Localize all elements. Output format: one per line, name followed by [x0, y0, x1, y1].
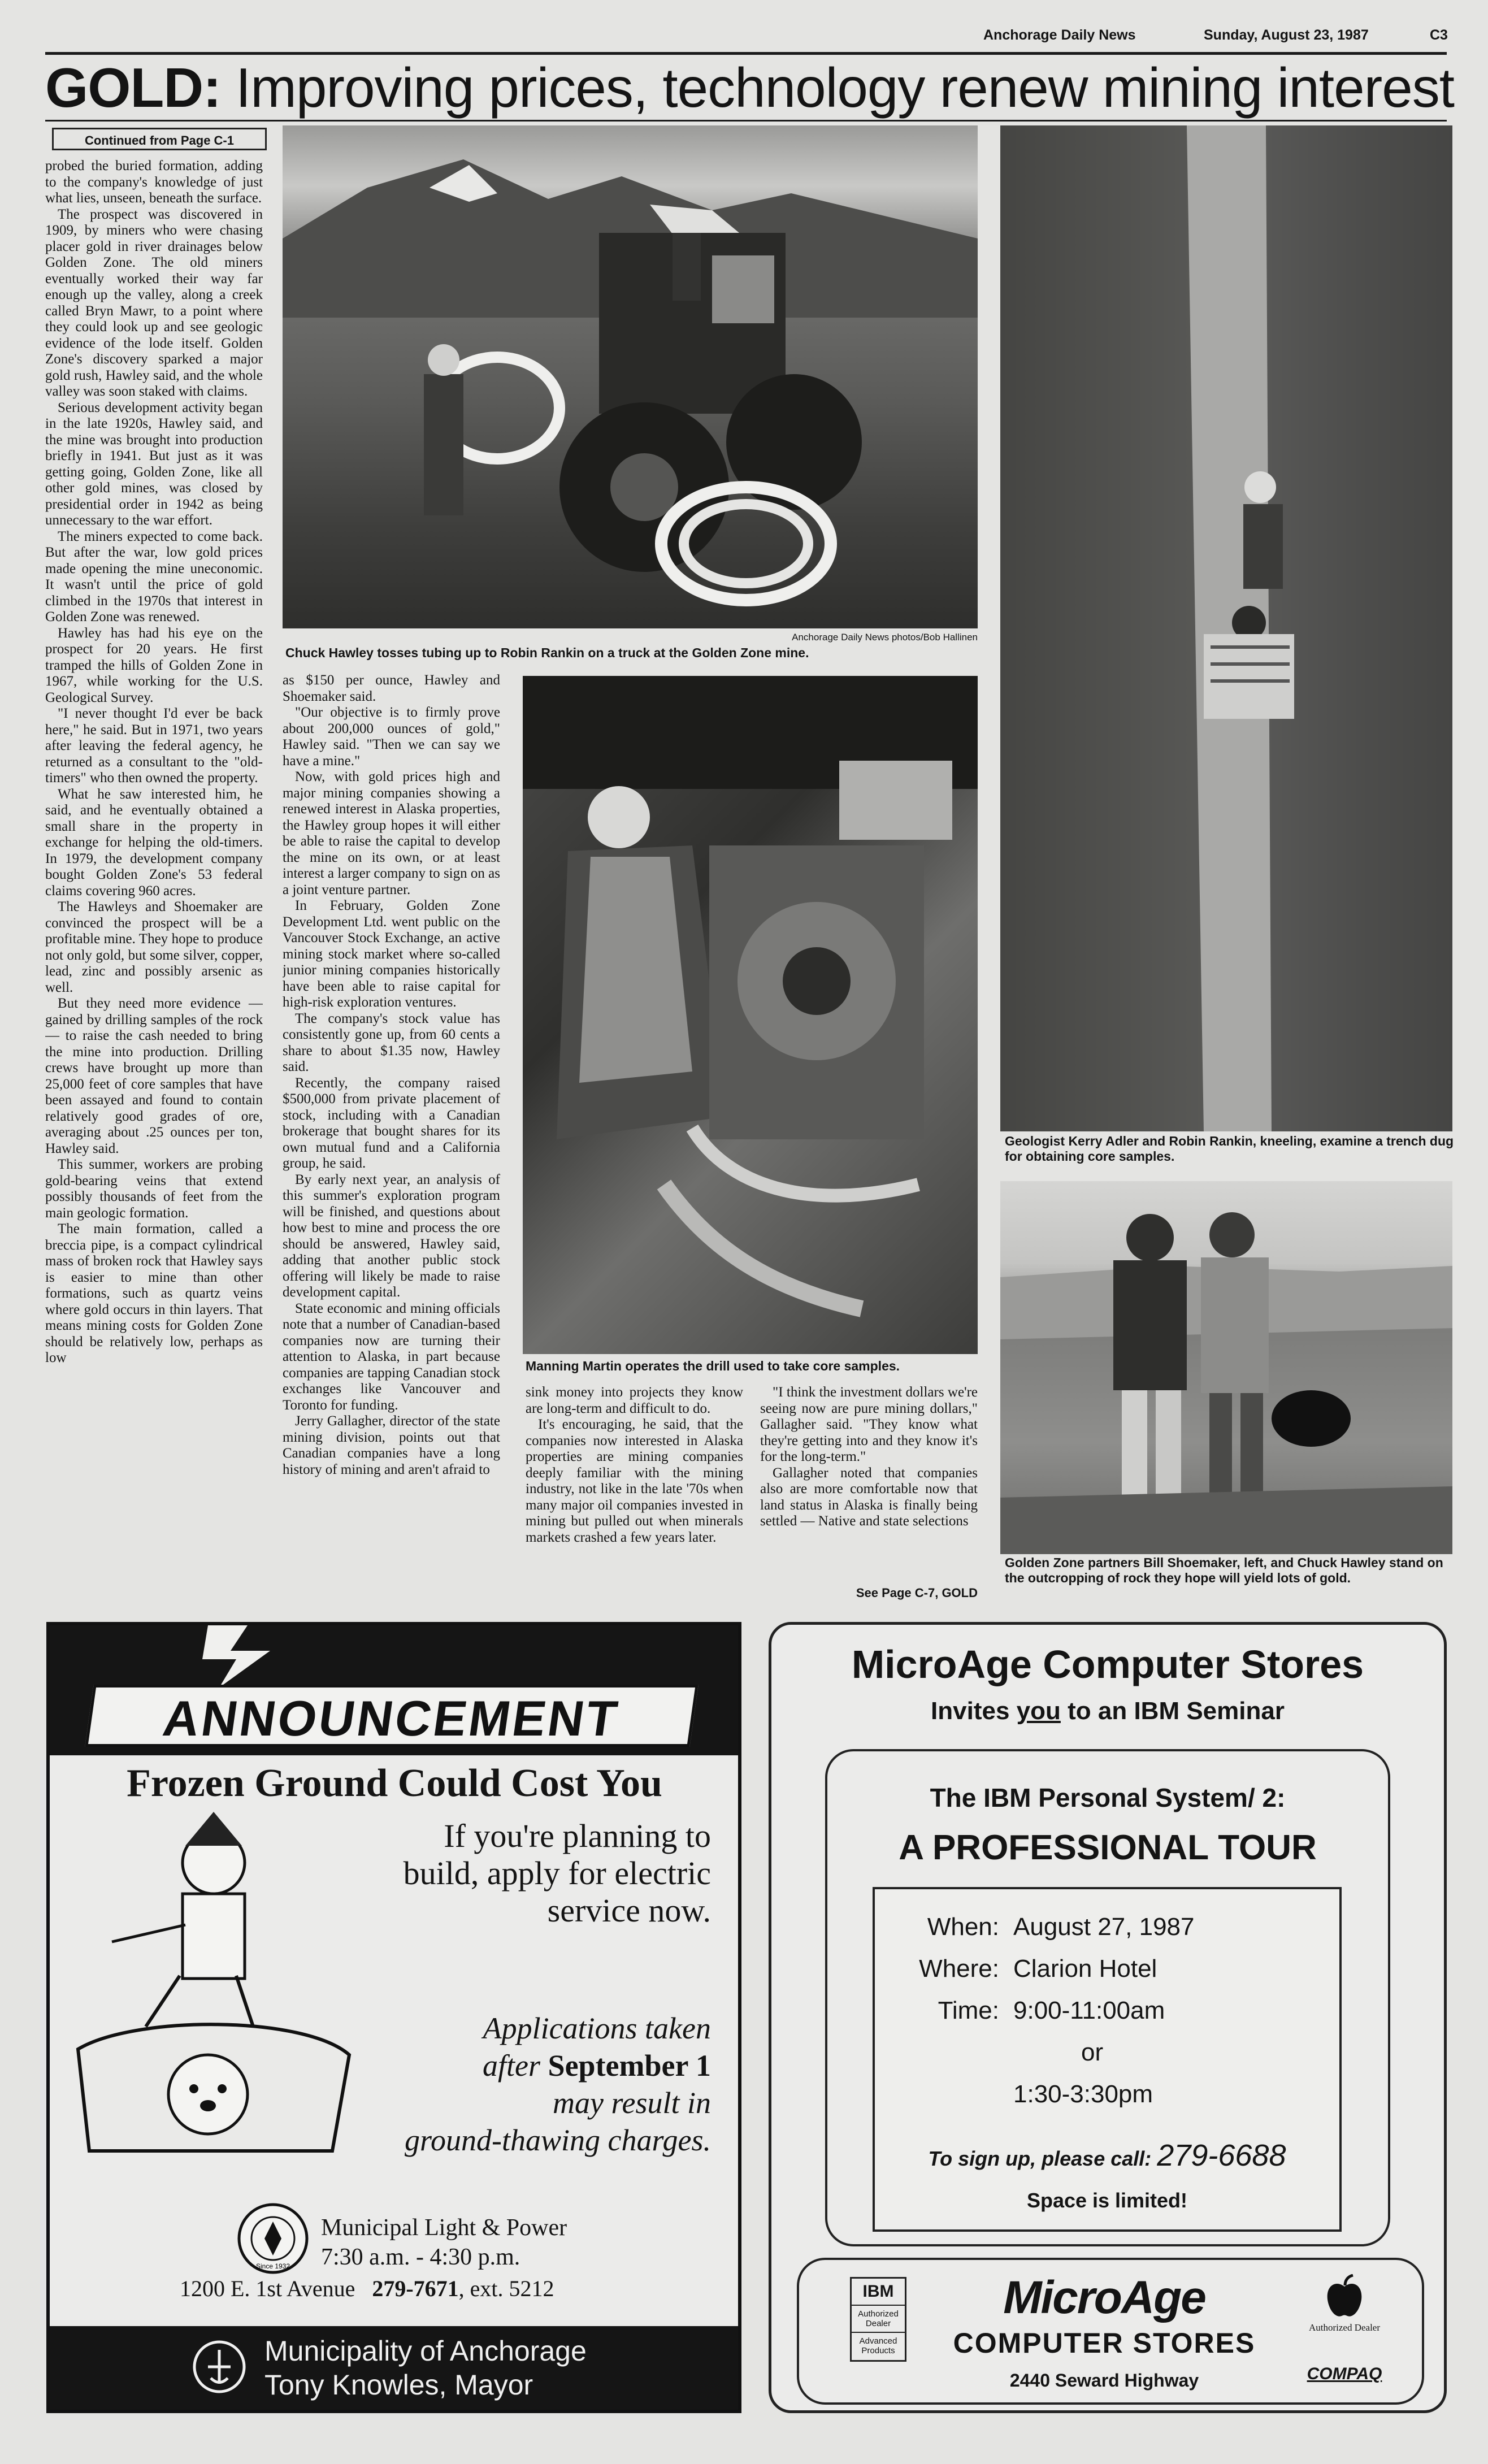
paragraph: sink money into projects they know are long-term and difficult to do. [526, 1385, 743, 1416]
utility-address-line [180, 2275, 688, 2302]
deadline-line [293, 2047, 711, 2084]
page-number: C3 [1430, 27, 1448, 43]
drill-photo [523, 676, 978, 1354]
partners-photo [1000, 1181, 1452, 1554]
paragraph: "Our objective is to firmly prove about 200,000 ounces of gold," Hawley said. "Then we can say we have a mine." [283, 705, 500, 769]
headline [45, 57, 1455, 119]
continued-from-label: Continued from Page C-1 [52, 128, 267, 150]
seminar-details-box [873, 1887, 1342, 2232]
announcement-line: build, apply for electric [403, 1855, 711, 1892]
paragraph: The company's stock value has consistently gone up, from 60 cents a share to about $1.35 now, Hawley said. [283, 1010, 500, 1074]
utility-hours: 7:30 a.m. - 4:30 p.m. [321, 2244, 520, 2270]
signup-line [875, 2138, 1339, 2173]
signup-text: To sign up, please call: [928, 2147, 1152, 2170]
paragraph: Serious development activity began in the late 1920s, Hawley said, and the mine was brought into production briefly in 1941. But just as it was getting going, Golden Zone, like all other gold mines, was closed by presidential order in 1942 as being unnecessary to the war effort. [45, 400, 263, 528]
paragraph: It's encouraging, he said, that the companies now interested in Alaska properties are mining companies deeply familiar with the mining industry, not like in the late '70s when many major oil companies invested in mining but pulled out when minerals markets crashed a few years later. [526, 1417, 743, 1545]
microage-logo-sub: COMPUTER STORES [953, 2327, 1256, 2359]
when-label: When: [927, 1913, 999, 1941]
municipality-seal-icon [191, 2339, 248, 2395]
seminar-values [1013, 1906, 1330, 2115]
trench-photo-caption: Geologist Kerry Adler and Robin Rankin, kneeling, examine a trench dug for obtaining core samples. [1005, 1134, 1454, 1164]
announcement-title: Frozen Ground Could Cost You [127, 1762, 662, 1805]
microage-address: 2440 Seward Highway [1009, 2370, 1199, 2391]
partners-photo-illustration [1000, 1181, 1452, 1554]
announcement-ad [46, 1622, 741, 2413]
paragraph: By early next year, an analysis of this summer's exploration program will be finished, and questions about how best to mine and process the ore should be answered, Hawley said, adding that another public stock offering will likely be made to raise development capital. [283, 1172, 500, 1300]
time-value-afternoon: 1:30-3:30pm [1013, 2080, 1153, 2108]
time-value-morning: 9:00-11:00am [1013, 1997, 1165, 2024]
deadline-line: may result in [553, 2086, 711, 2120]
where-value: Clarion Hotel [1013, 1955, 1157, 1983]
see-page-jump: See Page C-7, GOLD [856, 1586, 978, 1600]
paragraph: probed the buried formation, adding to the company's knowledge of just what lies, unseen, beneath the surface. [45, 158, 263, 206]
paragraph: Gallagher noted that companies also are more comfortable now that land status in Alaska is finally being settled — Native and state selections [760, 1465, 978, 1529]
truck-photo-illustration [283, 125, 978, 628]
seminar-labels [875, 1906, 999, 2032]
paragraph: But they need more evidence — gained by drilling samples of the rock — to raise the cash needed to bring the mine into production. Drilling crews have brought up more than 25,000 feet of core samples that have been assayed and found to contain relatively good grades of ore, averaging about .25 ounces per ton, Hawley said. [45, 996, 263, 1156]
paragraph: The main formation, called a breccia pipe, is a compact cylindrical mass of broken rock that Hawley says is easier to mine than other formations, such as quartz veins where gold occurs in thin layers. That means mining costs for Golden Zone should be relatively low, perhaps as low [45, 1221, 263, 1365]
issue-date: Sunday, August 23, 1987 [1204, 27, 1369, 43]
compaq-logo: COMPAQ [1307, 2365, 1382, 2383]
announcement-line: If you're planning to [444, 1817, 711, 1854]
paragraph: In February, Golden Zone Development Ltd. went public on the Vancouver Stock Exchange, an active mining stock market where so-called junior mining companies historically have been able to raise capital for high-risk exploration ventures. [283, 898, 500, 1010]
announcement-footer [50, 2326, 738, 2410]
microage-ad [769, 1622, 1447, 2413]
headline-text: Improving prices, technology renew mining interest [235, 57, 1455, 119]
trench-photo [1000, 125, 1452, 1131]
microage-logo-panel [797, 2258, 1424, 2405]
trench-photo-illustration [1000, 125, 1452, 1131]
paragraph: The prospect was discovered in 1909, by miners who were chasing placer gold in river drainages below Golden Zone. The old miners eventually worked their way far enough up the valley, along a creek called Bryn Mawr, to a point where they could look up and see geologic evidence of the lode itself. Golden Zone's discovery sparked a major gold rush, Hawley said, and the whole valley was soon staked with claims. [45, 206, 263, 399]
invite-you: you [1016, 1697, 1061, 1725]
deadline-after: after [483, 2049, 541, 2083]
seminar-panel [825, 1749, 1390, 2246]
microage-title: MicroAge Computer Stores [851, 1642, 1364, 1686]
article-column-4 [760, 1385, 978, 1578]
where-label: Where: [919, 1955, 999, 1983]
lightning-bolt-icon [197, 1625, 310, 1688]
utility-phone: 279-7671 [372, 2276, 459, 2301]
invite-pre: Invites [931, 1697, 1010, 1725]
municipal-seal-icon [236, 2202, 310, 2275]
photo-credit: Anchorage Daily News photos/Bob Hallinen [792, 632, 978, 643]
seminar-product: The IBM Personal System/ 2: [930, 1783, 1286, 1812]
article-column-2 [283, 673, 500, 1605]
announcement-banner [50, 1625, 738, 1755]
paragraph: Hawley has had his eye on the prospect for 20 years. He first tramped the hills of Golden Zone in 1967, while working for the U.S. Geological Survey. [45, 625, 263, 705]
announcement-deadline [293, 2010, 711, 2159]
headline-rule [45, 120, 1447, 122]
masthead [45, 27, 1447, 50]
paragraph: "I think the investment dollars we're seeing now are pure mining dollars," Gallagher said. "They know what they're getting into and they know it's for the long-term." [760, 1385, 978, 1464]
apple-logo-icon [1325, 2274, 1364, 2319]
article-column-1 [45, 158, 263, 1605]
paragraph: as $150 per ounce, Hawley and Shoemaker said. [283, 673, 500, 704]
article-column-3 [526, 1385, 743, 1605]
when-value: August 27, 1987 [1013, 1913, 1195, 1941]
invite-post: to an IBM Seminar [1068, 1697, 1285, 1725]
ibm-badge-line: Authorized Dealer [852, 2305, 905, 2328]
utility-phone-ext: , ext. 5212 [458, 2276, 554, 2301]
masthead-rule [45, 52, 1447, 55]
paragraph: "I never thought I'd ever be back here," he said. But in 1971, two years after leaving the federal agency, he returned as a consultant to the "old-timers" who then owned the property. [45, 706, 263, 786]
deadline-date: September 1 [548, 2049, 711, 2083]
time-label: Time: [938, 1997, 999, 2024]
announcement-line: service now. [547, 1892, 711, 1929]
microage-logo: MicroAge [1003, 2272, 1205, 2323]
paper-name: Anchorage Daily News [983, 27, 1136, 43]
paragraph: What he saw interested him, he said, and he eventually obtained a small share in the property in exchange for helping the old-timers. In 1979, the development company bought Golden Zone's 53 federal claims covering 960 acres. [45, 786, 263, 899]
drill-photo-illustration [523, 676, 978, 1354]
paragraph: This summer, workers are probing gold-bearing veins that extend possibly thousands of feet from the main geologic formation. [45, 1157, 263, 1221]
headline-kicker: GOLD: [45, 57, 221, 119]
time-or: or [1081, 2038, 1104, 2066]
paragraph: Recently, the company raised $500,000 from private placement of stock, including with a Canadian brokerage that bought shares for its own mutual fund and a California group, he said. [283, 1075, 500, 1171]
space-limited: Space is limited! [1026, 2189, 1188, 2212]
municipality-name: Municipality of Anchorage [264, 2335, 587, 2367]
truck-photo [283, 125, 978, 628]
paragraph: The Hawleys and Shoemaker are convinced the prospect will be a profitable mine. They hope to produce not only gold, but some silver, copper, lead, zinc and possibly arsenic as well. [45, 899, 263, 995]
microage-invite [771, 1697, 1444, 1725]
paragraph: State economic and mining officials note that a number of Canadian-based companies now are turning their attention to Alaska, in part because companies are tapping Canadian stock exchanges like Vancouver and Toronto for funding. [283, 1300, 500, 1413]
deadline-line: Applications taken [483, 2011, 711, 2045]
announcement-banner-text: ANNOUNCEMENT [85, 1685, 698, 1747]
ibm-badge-line: Advanced Products [852, 2332, 905, 2355]
utility-address: 1200 E. 1st Avenue [180, 2276, 355, 2301]
paragraph: Now, with gold prices high and major mining companies showing a renewed interest in Alaska properties, the Hawley group hopes it will either be able to raise the capital to develop the mine on its own, or at least interest a larger company to sign on as a joint venture partner. [283, 769, 500, 897]
apple-dealer-text: Authorized Dealer [1308, 2322, 1381, 2333]
seminar-tour: A PROFESSIONAL TOUR [899, 1828, 1317, 1867]
mayor-name: Tony Knowles, Mayor [264, 2369, 533, 2401]
ibm-dealer-badge [850, 2277, 906, 2362]
utility-contact [321, 2213, 717, 2272]
partners-photo-caption: Golden Zone partners Bill Shoemaker, left, and Chuck Hawley stand on the outcropping of rock they hope will yield lots of gold. [1005, 1555, 1443, 1585]
drill-photo-caption: Manning Martin operates the drill used to take core samples. [526, 1359, 900, 1373]
deadline-line: ground-thawing charges. [405, 2123, 711, 2157]
paragraph: The miners expected to come back. But after the war, low gold prices made opening the mine uneconomic. It wasn't until the price of gold climbed in the 1970s that interest in Golden Zone was renewed. [45, 528, 263, 624]
ibm-logo-text: IBM [862, 2282, 894, 2301]
utility-name: Municipal Light & Power [321, 2215, 567, 2241]
signup-phone: 279-6688 [1157, 2138, 1286, 2172]
truck-photo-caption: Chuck Hawley tosses tubing up to Robin Rankin on a truck at the Golden Zone mine. [285, 645, 809, 660]
paragraph: Jerry Gallagher, director of the state mining division, points out that Canadian companies have a long history of mining and aren't afraid to [283, 1413, 500, 1477]
svg-text:Since 1932: Since 1932 [255, 2262, 290, 2270]
